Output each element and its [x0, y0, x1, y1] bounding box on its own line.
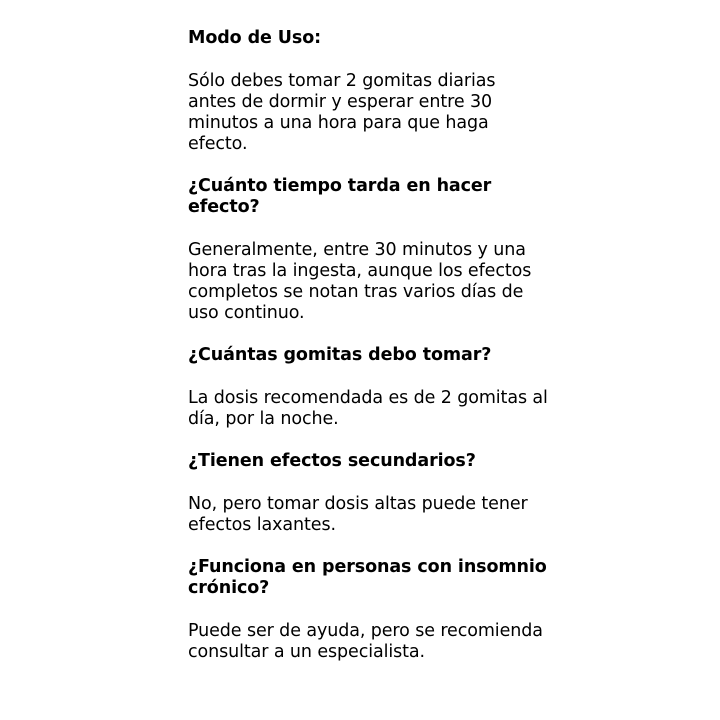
intro-text: Sólo debes tomar 2 gomitas diarias antes de dormir y esperar entre 30 minutos a una hora para que haga efecto.: [188, 71, 496, 154]
faq-item: [188, 557, 548, 663]
faq-question: ¿Cuánto tiempo tarda en hacer efecto?: [188, 176, 492, 217]
faq-item: [188, 345, 548, 430]
faq-question: ¿Cuántas gomitas debo tomar?: [188, 345, 492, 365]
faq-answer: Generalmente, entre 30 minutos y una hora tras la ingesta, aunque los efectos completos se notan tras varios días de uso continuo.: [188, 240, 532, 323]
faq-item: [188, 451, 548, 536]
faq-answer: La dosis recomendada es de 2 gomitas al día, por la noche.: [188, 388, 548, 429]
page-title: Modo de Uso:: [188, 28, 322, 48]
faq-question: ¿Funciona en personas con insomnio crónico?: [188, 557, 547, 598]
faq-item: [188, 176, 548, 324]
faq-answer: Puede ser de ayuda, pero se recomienda consultar a un especialista.: [188, 621, 543, 662]
faq-answer: No, pero tomar dosis altas puede tener efectos laxantes.: [188, 494, 528, 535]
usage-document: [188, 28, 548, 663]
faq-question: ¿Tienen efectos secundarios?: [188, 451, 476, 471]
